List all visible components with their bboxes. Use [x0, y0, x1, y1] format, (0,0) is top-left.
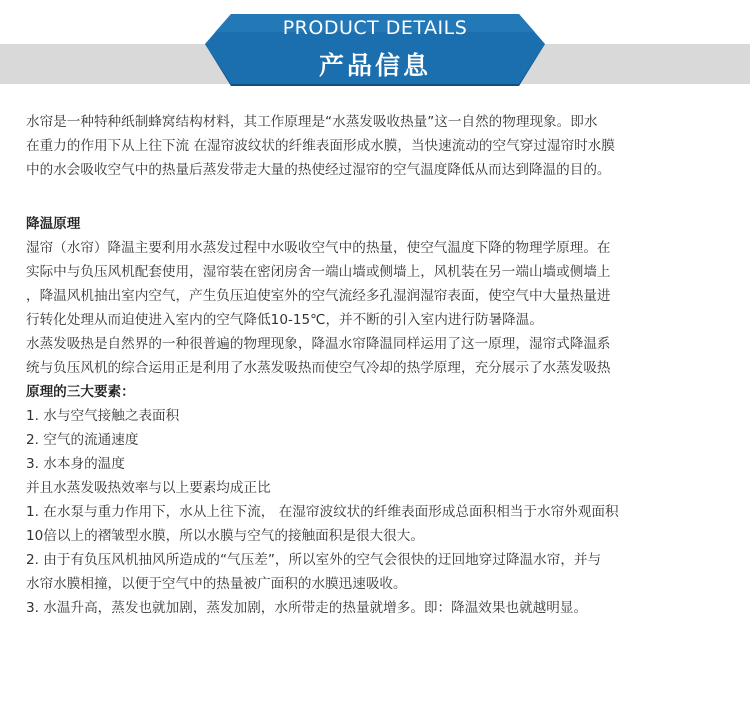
principle-line: 行转化处理从而迫使进入室内的空气降低10-15℃，并不断的引入室内进行防暑降温。 — [26, 312, 543, 328]
principle-line: 统与负压风机的综合运用正是利用了水蒸发吸热而使空气冷却的热学原理，充分展示了水蒸发吸热 — [26, 360, 611, 376]
ratio-line: 并且水蒸发吸热效率与以上要素均成正比 — [26, 480, 271, 496]
principle-line: 实际中与负压风机配套使用，湿帘装在密闭房舍一端山墙或侧墙上，风机装在另一端山墙或侧墙上 — [26, 264, 611, 280]
header-title-cn: 产品信息 — [318, 51, 431, 80]
element-item: 3. 水本身的温度 — [26, 456, 125, 472]
detail-line: 水帘水膜相撞，以便于空气中的热量被广面积的水膜迅速吸收。 — [26, 576, 407, 592]
detail-line: 10倍以上的褶皱型水膜，所以水膜与空气的接触面积是很大很大。 — [26, 528, 424, 544]
header-banner — [0, 0, 750, 90]
detail-line: 2. 由于有负压风机抽风所造成的“气压差”，所以室外的空气会很快的迂回地穿过降温水帘，并与 — [26, 552, 602, 568]
detail-line: 3. 水温升高，蒸发也就加剧，蒸发加剧，水所带走的热量就增多。即：降温效果也就越明显。 — [26, 600, 588, 616]
section-title: 降温原理 — [26, 216, 81, 232]
element-item: 2. 空气的流通速度 — [26, 432, 139, 448]
principle-line: 湿帘（水帘）降温主要利用水蒸发过程中水吸收空气中的热量，使空气温度下降的物理学原理。在 — [26, 240, 611, 256]
elements-title: 原理的三大要素： — [26, 384, 135, 400]
intro-line: 水帘是一种特种纸制蜂窝结构材料，其工作原理是“水蒸发吸收热量”这一自然的物理现象。即水 — [26, 114, 598, 130]
principle-line: 水蒸发吸热是自然界的一种很普遍的物理现象，降温水帘降温同样运用了这一原理，湿帘式降温系 — [26, 336, 611, 352]
content-body — [26, 110, 730, 620]
intro-line: 在重力的作用下从上往下流 在湿帘波纹状的纤维表面形成水膜，当快速流动的空气穿过湿帘时水膜 — [26, 138, 615, 154]
detail-line: 1. 在水泵与重力作用下，水从上往下流， 在湿帘波纹状的纤维表面形成总面积相当于水帘外观面积 — [26, 504, 619, 520]
intro-line: 中的水会吸收空气中的热量后蒸发带走大量的热使经过湿帘的空气温度降低从而达到降温的目的。 — [26, 162, 611, 178]
header-title-en: PRODUCT DETAILS — [282, 17, 468, 39]
element-item: 1. 水与空气接触之表面积 — [26, 408, 180, 424]
principle-line: ，降温风机抽出室内空气，产生负压迫使室外的空气流经多孔湿润湿帘表面，使空气中大量热量进 — [26, 288, 611, 304]
